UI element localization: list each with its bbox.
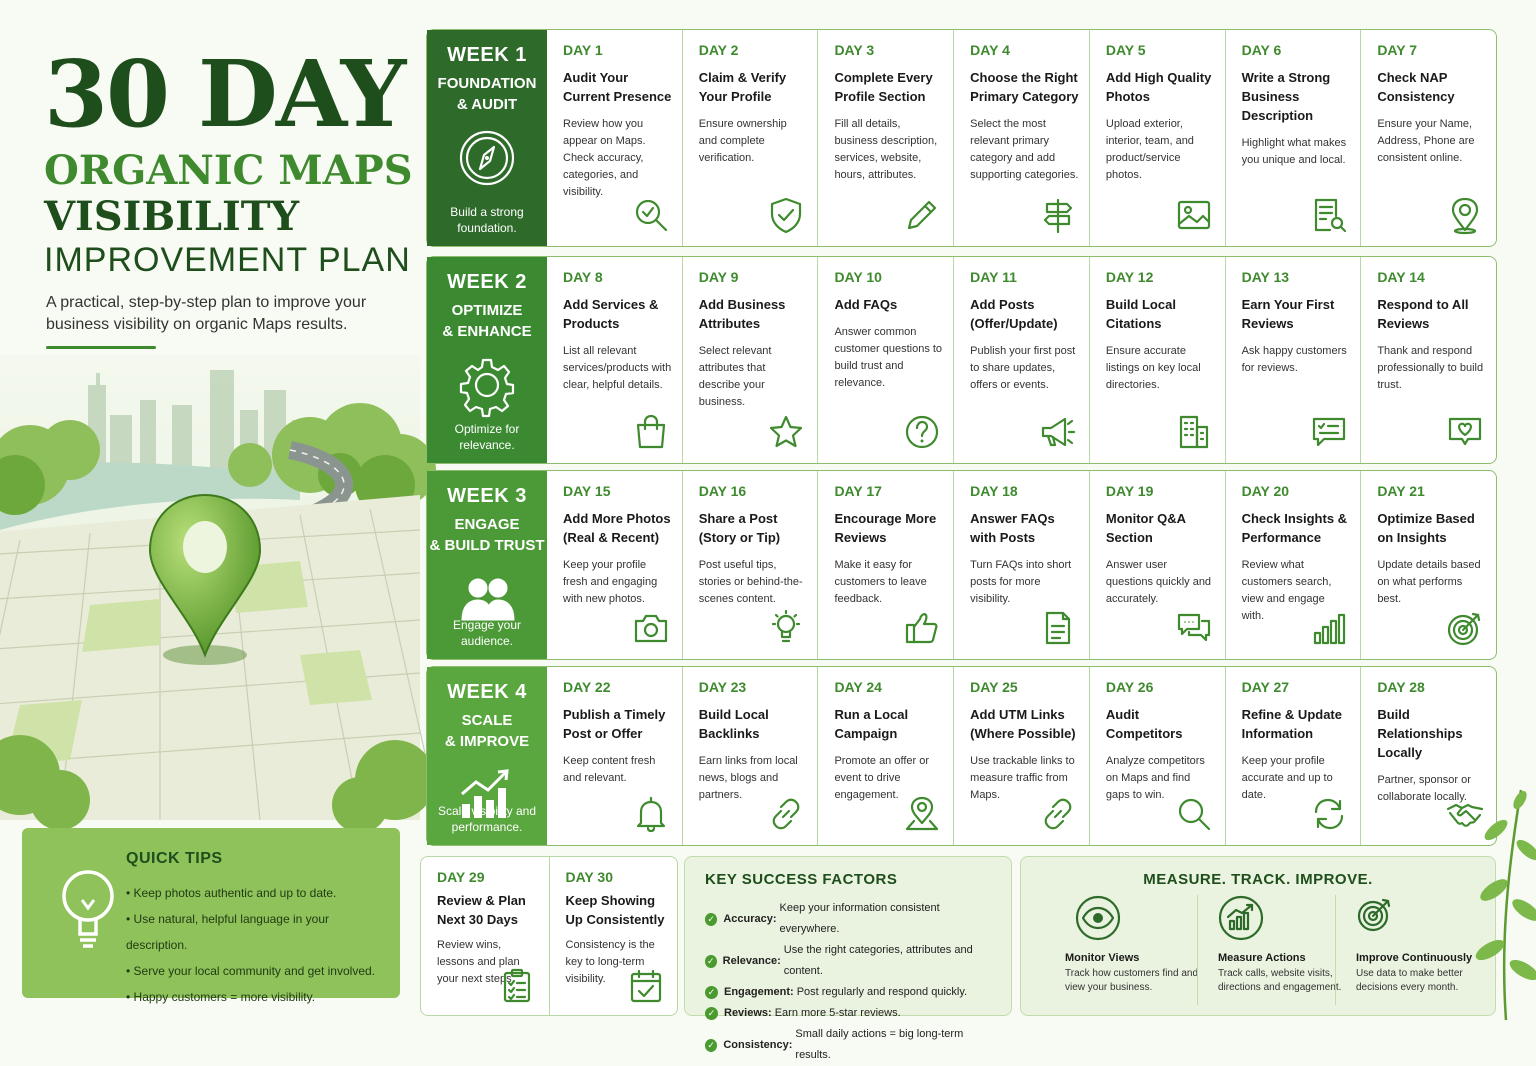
day-card xyxy=(1360,471,1496,659)
day-number: DAY 16 xyxy=(698,483,747,499)
target-icon xyxy=(1356,895,1402,941)
factor-text: Use the right categories, attributes and content. xyxy=(783,944,973,977)
day-description: Ensure ownership and complete verification. xyxy=(698,118,787,164)
day-number: DAY 20 xyxy=(1241,483,1290,499)
day-description: Highlight what makes you unique and local. xyxy=(1241,137,1347,166)
day-description: Analyze competitors on Maps and find gaps to win. xyxy=(1105,755,1205,801)
day-title: Optimize Based on Insights xyxy=(1377,511,1475,545)
check-icon: ✓ xyxy=(705,913,717,926)
day-title: Add FAQs xyxy=(834,297,898,312)
day-card xyxy=(953,257,1089,463)
day-card xyxy=(547,257,682,463)
document-icon xyxy=(1039,609,1077,647)
refresh-icon xyxy=(1310,795,1348,833)
day-card xyxy=(1225,30,1361,246)
calendar-check-icon xyxy=(627,967,665,1005)
park-map-illustration xyxy=(0,355,420,820)
document-search-icon xyxy=(1310,196,1348,234)
quick-tip: • Serve your local community and get involved. xyxy=(126,958,380,984)
factor-text: Small daily actions = big long-term results. xyxy=(795,1028,964,1061)
success-factor xyxy=(705,1024,991,1066)
day-description: Review how you appear on Maps. Check accuracy, categories, and visibility. xyxy=(563,118,646,198)
location-pin-icon xyxy=(1446,196,1484,234)
chat-bubbles-icon xyxy=(1175,609,1213,647)
week-label: WEEK 3 xyxy=(447,485,527,507)
week-subtitle xyxy=(427,300,547,342)
day-description: Fill all details, business description, services, website, hours, attributes. xyxy=(834,118,938,181)
day-description: Answer common customer questions to build trust and relevance. xyxy=(834,326,943,389)
subtitle: A practical, step-by-step plan to improve your business visibility on organic Maps results. xyxy=(46,294,367,333)
week-subtitle-line-1: ENGAGE xyxy=(454,516,520,533)
day-number: DAY 15 xyxy=(563,483,611,499)
week-days xyxy=(547,667,1496,845)
week-footer: Engage your audience. xyxy=(452,618,522,648)
day-title: Build Local Citations xyxy=(1105,297,1176,331)
factor-text: Post regularly and respond quickly. xyxy=(796,986,968,998)
thumbs-up-icon xyxy=(903,609,941,647)
day-title: Write a Strong Business Description xyxy=(1241,70,1331,123)
day-number: DAY 11 xyxy=(970,269,1017,285)
week-footer: Build a strong foundation. xyxy=(450,205,524,235)
day-description: Keep content fresh and relevant. xyxy=(563,755,656,784)
title-block xyxy=(44,40,414,280)
factor-text: Keep your information consistent everywhere. xyxy=(779,902,940,935)
day-card xyxy=(953,667,1089,845)
week-row-1 xyxy=(426,29,1497,247)
week-header xyxy=(427,30,547,246)
week-subtitle-line-2: & BUILD TRUST xyxy=(429,537,545,554)
title-line-4: IMPROVEMENT PLAN xyxy=(44,241,411,279)
day-card xyxy=(682,471,818,659)
quick-tips-panel xyxy=(22,828,400,1004)
day-description: Review wins, lessons and plan your next steps. xyxy=(437,939,520,985)
day-title: Audit Your Current Presence xyxy=(563,70,672,104)
week-subtitle xyxy=(427,710,547,752)
measure-item xyxy=(1197,895,1347,1005)
day-number: DAY 18 xyxy=(970,483,1018,499)
day-title: Complete Every Profile Section xyxy=(834,70,933,104)
day-title: Add UTM Links (Where Possible) xyxy=(970,707,1076,741)
week-header xyxy=(427,257,547,463)
day-title: Refine & Update Information xyxy=(1241,707,1342,741)
day-description: Select the most relevant primary category and add supporting categories. xyxy=(970,118,1079,181)
measure-item xyxy=(1065,895,1215,995)
factor-text: Earn more 5-star reviews. xyxy=(774,1007,901,1019)
week-header xyxy=(427,667,547,845)
day-title: Publish a Timely Post or Offer xyxy=(563,707,666,741)
eye-icon xyxy=(1075,895,1121,941)
key-success-factors-panel xyxy=(684,856,1012,1061)
day-description: Publish your first post to share updates, offers or events. xyxy=(970,345,1076,391)
week-days xyxy=(547,30,1496,246)
map-pin-icon xyxy=(903,795,941,833)
quick-tip: • Keep photos authentic and up to date. xyxy=(126,880,380,906)
day-title: Keep Showing Up Consistently xyxy=(565,893,665,927)
success-factor xyxy=(705,982,991,1003)
day-number: DAY 13 xyxy=(1241,269,1290,285)
measure-item-desc: Track calls, website visits, directions and engagement. xyxy=(1218,968,1342,993)
factor-label: Engagement: xyxy=(724,986,794,998)
day-number: DAY 30 xyxy=(565,869,613,885)
day-title: Check Insights & Performance xyxy=(1241,511,1348,545)
day-title: Build Relationships Locally xyxy=(1377,707,1463,760)
week-subtitle-line-1: FOUNDATION xyxy=(437,75,537,92)
day-title: Add Services & Products xyxy=(563,297,659,331)
day-title: Answer FAQs with Posts xyxy=(970,511,1055,545)
day-title: Audit Competitors xyxy=(1105,707,1183,741)
day-description: Upload exterior, interior, team, and product/service photos. xyxy=(1105,118,1194,181)
quick-tip: • Happy customers = more visibility. xyxy=(126,984,380,1010)
measure-title: MEASURE. TRACK. IMPROVE. xyxy=(1143,871,1373,888)
week-row-3 xyxy=(426,470,1497,660)
day-number: DAY 3 xyxy=(834,42,875,58)
day-number: DAY 19 xyxy=(1105,483,1154,499)
day-description: Turn FAQs into short posts for more visibility. xyxy=(970,559,1072,605)
target-icon xyxy=(1446,609,1484,647)
measure-item-title: Monitor Views xyxy=(1065,952,1140,964)
week-row-2 xyxy=(426,256,1497,464)
title-divider xyxy=(46,346,156,349)
bell-icon xyxy=(632,795,670,833)
week-subtitle-line-2: & AUDIT xyxy=(456,96,518,113)
pencil-icon xyxy=(903,196,941,234)
search-icon xyxy=(1175,795,1213,833)
day-card xyxy=(682,30,818,246)
day-card xyxy=(682,257,818,463)
success-factor xyxy=(705,898,991,940)
week-footer: Optimize for relevance. xyxy=(454,422,520,452)
factor-label: Consistency: xyxy=(723,1038,793,1051)
building-icon xyxy=(1175,413,1213,451)
day-title: Earn Your First Reviews xyxy=(1241,297,1335,331)
magnifier-check-icon xyxy=(632,196,670,234)
day-card xyxy=(1225,471,1361,659)
lightbulb-icon xyxy=(767,609,805,647)
day-number: DAY 23 xyxy=(698,679,747,695)
factor-label: Relevance: xyxy=(722,954,781,967)
day-description: Ensure accurate listings on key local directories. xyxy=(1105,345,1201,391)
week-subtitle xyxy=(427,514,547,556)
gear-icon xyxy=(427,342,547,421)
week-label: WEEK 4 xyxy=(447,681,527,703)
day-number: DAY 12 xyxy=(1105,269,1154,285)
compass-icon xyxy=(427,115,547,194)
bar-chart-icon xyxy=(1310,609,1348,647)
megaphone-icon xyxy=(1039,413,1077,451)
day-title: Monitor Q&A Section xyxy=(1105,511,1186,545)
link-icon xyxy=(1039,795,1077,833)
camera-icon xyxy=(632,609,670,647)
heart-chat-icon xyxy=(1446,413,1484,451)
day-card xyxy=(817,30,953,246)
quick-tips-title: QUICK TIPS xyxy=(126,850,223,867)
day-card xyxy=(1089,30,1225,246)
week-subtitle-line-1: SCALE xyxy=(461,712,513,729)
check-icon: ✓ xyxy=(705,1007,718,1020)
shopping-bag-icon xyxy=(632,413,670,451)
day-card xyxy=(549,857,678,1015)
day-number: DAY 22 xyxy=(563,679,611,695)
day-title: Build Local Backlinks xyxy=(698,707,769,741)
day-card xyxy=(1089,257,1225,463)
day-description: Ensure your Name, Address, Phone are consistent online. xyxy=(1377,118,1475,164)
measure-track-improve-panel xyxy=(1020,856,1496,1016)
day-description: Thank and respond professionally to build trust. xyxy=(1377,345,1484,391)
day-number: DAY 10 xyxy=(834,269,882,285)
day-description: Make it easy for customers to leave feedback. xyxy=(834,559,927,605)
success-factor xyxy=(705,940,991,982)
day-card xyxy=(817,471,953,659)
day-card xyxy=(953,471,1089,659)
quick-tips-list xyxy=(126,880,380,1010)
lightbulb-icon xyxy=(56,864,120,964)
day-description: Post useful tips, stories or behind-the-scenes content. xyxy=(698,559,803,605)
week-subtitle xyxy=(427,73,547,115)
link-icon xyxy=(767,795,805,833)
day-number: DAY 24 xyxy=(834,679,882,695)
shield-check-icon xyxy=(767,196,805,234)
week-label: WEEK 1 xyxy=(447,44,527,66)
checklist-icon xyxy=(499,967,537,1005)
day-title: Add Posts (Offer/Update) xyxy=(970,297,1058,331)
day-number: DAY 6 xyxy=(1241,42,1282,58)
day-number: DAY 14 xyxy=(1377,269,1425,285)
day-title: Choose the Right Primary Category xyxy=(970,70,1079,104)
day-description: List all relevant services/products with clear, helpful details. xyxy=(563,345,672,391)
day-card xyxy=(547,30,682,246)
day-description: Update details based on what performs best. xyxy=(1377,559,1481,605)
day-description: Promote an offer or event to drive engagement. xyxy=(834,755,930,801)
key-success-list xyxy=(705,898,991,1066)
week-subtitle-line-2: & ENHANCE xyxy=(442,323,532,340)
final-days-box xyxy=(420,856,678,1016)
measure-item-desc: Use data to make better decisions every month. xyxy=(1356,968,1463,993)
day-title: Add High Quality Photos xyxy=(1105,70,1212,104)
day-card xyxy=(421,857,549,1015)
day-title: Add Business Attributes xyxy=(698,297,786,331)
day-card xyxy=(1225,257,1361,463)
day-description: Use trackable links to measure traffic from Maps. xyxy=(970,755,1075,801)
day-card xyxy=(1089,667,1225,845)
week-days xyxy=(547,257,1496,463)
check-icon: ✓ xyxy=(705,955,717,968)
day-card xyxy=(682,667,818,845)
day-number: DAY 7 xyxy=(1377,42,1418,58)
question-icon xyxy=(903,413,941,451)
factor-label: Accuracy: xyxy=(723,912,777,925)
day-number: DAY 4 xyxy=(970,42,1010,58)
week-footer: Scale visibility and performance. xyxy=(437,804,537,834)
check-icon: ✓ xyxy=(705,986,718,999)
check-icon: ✓ xyxy=(705,1039,717,1052)
day-description: Consistency is the key to long-term visibility. xyxy=(565,939,655,985)
day-number: DAY 5 xyxy=(1105,42,1146,58)
day-card xyxy=(547,667,682,845)
day-title: Review & Plan Next 30 Days xyxy=(437,893,526,927)
day-description: Select relevant attributes that describe your business. xyxy=(698,345,772,408)
week-subtitle-line-2: & IMPROVE xyxy=(444,733,530,750)
week-subtitle-line-1: OPTIMIZE xyxy=(451,302,523,319)
measure-item-desc: Track how customers find and view your business. xyxy=(1065,968,1199,993)
factor-label: Reviews: xyxy=(724,1007,772,1019)
star-icon xyxy=(767,413,805,451)
title-line-1: 30 DAY xyxy=(44,40,405,148)
day-card xyxy=(1360,30,1496,246)
day-title: Respond to All Reviews xyxy=(1377,297,1469,331)
day-description: Earn links from local news, blogs and partners. xyxy=(698,755,798,801)
day-number: DAY 28 xyxy=(1377,679,1425,695)
measure-item-title: Improve Continuously xyxy=(1356,952,1473,964)
day-number: DAY 21 xyxy=(1377,483,1425,499)
day-card xyxy=(1089,471,1225,659)
key-success-title: KEY SUCCESS FACTORS xyxy=(705,871,898,888)
day-number: DAY 27 xyxy=(1241,679,1290,695)
day-number: DAY 26 xyxy=(1105,679,1154,695)
day-description: Keep your profile fresh and engaging with new photos. xyxy=(563,559,658,605)
day-number: DAY 17 xyxy=(834,483,882,499)
day-title: Claim & Verify Your Profile xyxy=(698,70,787,104)
day-number: DAY 2 xyxy=(698,42,739,58)
image-icon xyxy=(1175,196,1213,234)
title-line-2: ORGANIC MAPS xyxy=(44,147,413,194)
signpost-icon xyxy=(1039,196,1077,234)
day-title: Check NAP Consistency xyxy=(1377,70,1455,104)
day-card xyxy=(953,30,1089,246)
review-chat-icon xyxy=(1310,413,1348,451)
day-number: DAY 8 xyxy=(563,269,603,285)
day-card xyxy=(1225,667,1361,845)
day-description: Ask happy customers for reviews. xyxy=(1241,345,1347,374)
success-factor xyxy=(705,1003,991,1024)
day-card xyxy=(1360,257,1496,463)
day-description: Keep your profile accurate and up to date. xyxy=(1241,755,1333,801)
day-number: DAY 9 xyxy=(698,269,739,285)
week-label: WEEK 2 xyxy=(447,271,527,293)
week-days xyxy=(547,471,1496,659)
week-header xyxy=(427,471,547,659)
leaf-decoration-icon xyxy=(1446,770,1536,1024)
day-number: DAY 1 xyxy=(563,42,603,58)
measure-item-title: Measure Actions xyxy=(1218,952,1306,964)
day-title: Share a Post (Story or Tip) xyxy=(698,511,781,545)
chart-growth-icon xyxy=(1218,895,1264,941)
day-title: Encourage More Reviews xyxy=(834,511,937,545)
day-description: Answer user questions quickly and accurately. xyxy=(1105,559,1212,605)
day-number: DAY 29 xyxy=(437,869,485,885)
day-card xyxy=(817,667,953,845)
day-title: Run a Local Campaign xyxy=(834,707,909,741)
week-row-4 xyxy=(426,666,1497,846)
day-description: Partner, sponsor or collaborate locally. xyxy=(1377,774,1471,803)
day-number: DAY 25 xyxy=(970,679,1018,695)
title-line-3: VISIBILITY xyxy=(44,193,300,240)
day-title: Add More Photos (Real & Recent) xyxy=(563,511,671,545)
day-card xyxy=(817,257,953,463)
day-description: Review what customers search, view and engage with. xyxy=(1241,559,1332,622)
quick-tip: • Use natural, helpful language in your description. xyxy=(126,906,380,958)
day-card xyxy=(547,471,682,659)
